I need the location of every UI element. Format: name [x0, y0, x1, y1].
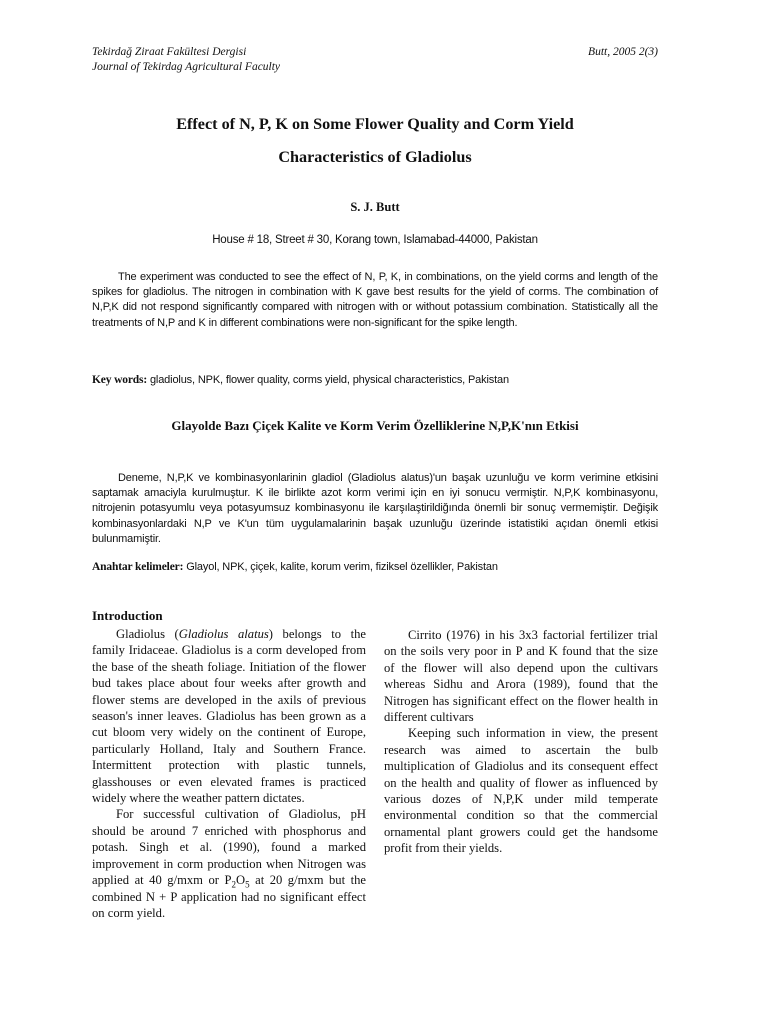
right-column [384, 627, 658, 857]
title-line-2: Characteristics of Gladiolus [278, 148, 472, 166]
introduction-paragraph-4: Keeping such information in view, the present research was aimed to ascertain the bulb multiplication of Gladiolus and its consequent effect on the health and quality of flower as influenced by various dozes of N,P,K under mild temperate environmental condition so that the commercial ornamental plant growers could get the handsome profit from their yields. [384, 726, 658, 856]
introduction-heading: Introduction [92, 608, 163, 623]
abstract-turkish: Deneme, N,P,K ve kombinasyonlarinin gladiol (Gladiolus alatus)'un başak uzunluğu ve korm verimine etkisini saptamak amaciyla kurulmuştur. K ile birlikte azot korm verimi için en iyi sonucu vermiştir. N,P,K kombinasyonu, nitrojenin potasyumlu veya potasyumsuz kombinasyonu ile karşılaştirildiğında önemli bir sonuç vermemiştir. Değişik kombinasyonlardaki N,P ve K'un tüm uygulamalarinin başak uzunluğu üzerinde istatistiki açıdan önemli etkisi bulunmamiştir. [92, 472, 658, 545]
journal-name-english: Journal of Tekirdag Agricultural Faculty [92, 61, 281, 73]
left-column [92, 606, 366, 921]
title-line-1: Effect of N, P, K on Some Flower Quality and Corm Yield [176, 115, 574, 133]
keywords-text-turkish: Glayol, NPK, çiçek, kalite, korum verim, fiziksel özellikler, Pakistan [183, 561, 498, 573]
author: S. J. Butt [350, 200, 400, 214]
keywords-english [92, 374, 658, 386]
introduction-paragraph-2: For successful cultivation of Gladiolus, pH should be around 7 enriched with phosphorus and potash. Singh et al. (1990), found a marked improvement in corm production when Nitrogen was applied at 40 g/mxm or $P_2O_5$ at 20 g/mxm but the combined N + P application had no significant effect on corm yield. [92, 807, 366, 920]
keywords-text: gladiolus, NPK, flower quality, corms yield, physical characteristics, Pakistan [147, 374, 509, 386]
introduction-paragraph-3: Cirrito (1976) in his 3x3 factorial fertilizer trial on the soils very poor in P and K found that the size of the flower will also depend upon the cultivars whereas Sidhu and Arora (1989), found that the Nitrogen has significant effect on the flower health in different cultivars [384, 628, 658, 725]
affiliation: House # 18, Street # 30, Korang town, Islamabad-44000, Pakistan [212, 234, 538, 246]
citation: Butt, 2005 2(3) [588, 46, 658, 58]
species-name: Gladiolus alatus [178, 627, 269, 641]
turkish-title: Glayolde Bazı Çiçek Kalite ve Korm Verim Özelliklerine N,P,K'nın Etkisi [171, 418, 579, 433]
abstract-english: The experiment was conducted to see the effect of N, P, K, in combinations, on the yield corms and length of the spikes for gladiolus. The nitrogen in combination with K gave best results for the yield of corms. The combination of N,P,K did not respond significantly compared with nitrogen with or without potassium combination. Statistically all the treatments of N,P and K in different combinations were non-significant for the spike length. [92, 271, 658, 329]
keywords-label-turkish: Anahtar kelimeler: [92, 561, 184, 573]
paper-title [92, 108, 658, 174]
introduction-paragraph-1: Gladiolus (Gladiolus alatus) belongs to the family Iridaceae. Gladiolus is a corm developed from the base of the sheath foliage. Initiation of the flower bud takes place about four weeks after growth and flower stems are developed in the axils of previous season's inner leaves. Gladiolus has been grown as a cut bloom very widely on the continent of Europe, particularly Holland, Italy and Southern France. Intermittent protection with plastic tunnels, glasshouses or even elevated frames is practiced widely where the weather pattern dictates. [92, 627, 366, 806]
running-head [92, 45, 280, 75]
keywords-turkish [92, 561, 658, 573]
keywords-label: Key words: [92, 374, 148, 386]
journal-name-turkish: Tekirdağ Ziraat Fakültesi Dergisi [92, 46, 247, 58]
